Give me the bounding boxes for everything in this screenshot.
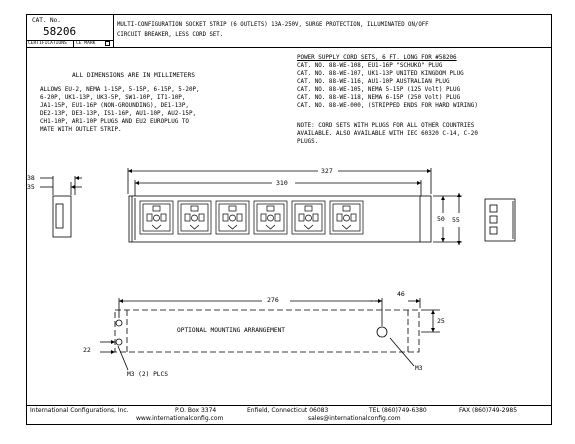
- outlet: [216, 201, 249, 234]
- footer-po-box: P.O. Box 3374: [175, 407, 217, 414]
- dim-35: 35: [27, 183, 35, 191]
- dim-38: 38: [27, 174, 35, 182]
- allows-line-3: JA1-15P, EU1-16P (NON-GROUNDING), DE1-13P,: [40, 103, 189, 109]
- mount-hole: [116, 320, 122, 326]
- footer-city: Enfield, Connecticut 06083: [247, 407, 329, 414]
- dim-55: 55: [452, 216, 460, 224]
- dim-46: 46: [397, 290, 405, 298]
- title-line-1: MULTI-CONFIGURATION SOCKET STRIP (6 OUTLETS) 13A-250V, SURGE PROTECTION, ILLUMINATED ON/OFF: [117, 22, 429, 28]
- cord-set-item: CAT. NO. 88-WE-107, UK1-13P UNITED KINGDOM PLUG: [297, 71, 464, 77]
- footer-line: [26, 405, 552, 406]
- dim-276: 276: [267, 296, 279, 304]
- dim-310: 310: [276, 179, 288, 187]
- outlet: [254, 201, 287, 234]
- outlet: [140, 201, 173, 234]
- right-end-view: [485, 199, 515, 241]
- title-line-2: CIRCUIT BREAKER, LESS CORD SET.: [117, 32, 224, 38]
- allows-line-1: ALLOWS EU-2, NEMA 1-15P, 5-15P, 6-15P, 5-20P,: [40, 87, 200, 93]
- footer-web: www.internationalconfig.com: [136, 415, 224, 422]
- cord-set-item: CAT. NO. 88-WE-108, EU1-16P "SCHUKO" PLUG: [297, 63, 443, 69]
- cord-note-line-1: NOTE: CORD SETS WITH PLUGS FOR ALL OTHER COUNTRIES: [297, 123, 475, 129]
- m3-plcs-label: M3 (2) PLCS: [127, 371, 168, 378]
- allows-line-2: 6-20P, UK1-13P, UK3-5P, SW1-10P, IT1-10P,: [40, 95, 186, 101]
- footer-fax: FAX (860)749-2985: [459, 407, 518, 414]
- certifications-label: CERTIFICATIONS: [28, 41, 67, 46]
- dim-22: 22: [83, 346, 91, 354]
- mounting-label: OPTIONAL MOUNTING ARRANGEMENT: [177, 327, 286, 334]
- dim-25: 25: [437, 317, 445, 325]
- ce-mark-label: CE MARK: [76, 41, 96, 46]
- outlet: [292, 201, 325, 234]
- cord-note-line-2: AVAILABLE. ALSO AVAILABLE WITH IEC 60320 C-14, C-20: [297, 131, 478, 137]
- cord-set-item: CAT. NO. 88-WE-118, NEMA 6-15P (250 Volt) PLUG: [297, 95, 461, 101]
- mount-hole: [116, 339, 122, 345]
- footer-email: sales@internationalconfig.com: [308, 415, 401, 422]
- dimensions-note: ALL DIMENSIONS ARE IN MILLIMETERS: [72, 72, 195, 79]
- cat-no-label: CAT. No.: [32, 17, 61, 24]
- dim-50: 50: [437, 215, 445, 223]
- cord-set-item: CAT. NO. 88-WE-105, NEMA 5-15P (125 Volt) PLUG: [297, 87, 461, 93]
- cord-note-line-3: PLUGS.: [297, 139, 319, 145]
- footer-tel: TEL (860)749-6380: [369, 407, 427, 414]
- m3-label: M3: [415, 365, 423, 372]
- cat-no-value: 58206: [43, 25, 77, 38]
- outlet: [178, 201, 211, 234]
- footer-company: International Configurations, Inc.: [30, 407, 129, 414]
- cord-set-item: CAT. NO. 88-WE-000, (STRIPPED ENDS FOR HARD WIRING): [297, 103, 478, 109]
- mount-hole: [377, 327, 387, 337]
- allows-line-4: DE2-13P, DE3-13P, IS1-16P, AU1-10P, AU2-15P,: [40, 111, 197, 117]
- allows-line-5: CH1-10P, AR1-10P PLUGS AND EU2 EUROPLUG TO: [40, 119, 189, 125]
- cord-set-item: CAT. NO. 88-WE-116, AU1-10P AUSTRALIAN PLUG: [297, 79, 450, 85]
- outlet: [330, 201, 363, 234]
- allows-line-6: MATE WITH OUTLET STRIP.: [40, 127, 122, 133]
- cord-sets-heading: POWER SUPPLY CORD SETS, 6 FT. LONG FOR #58206: [297, 55, 457, 61]
- dim-327: 327: [321, 167, 333, 175]
